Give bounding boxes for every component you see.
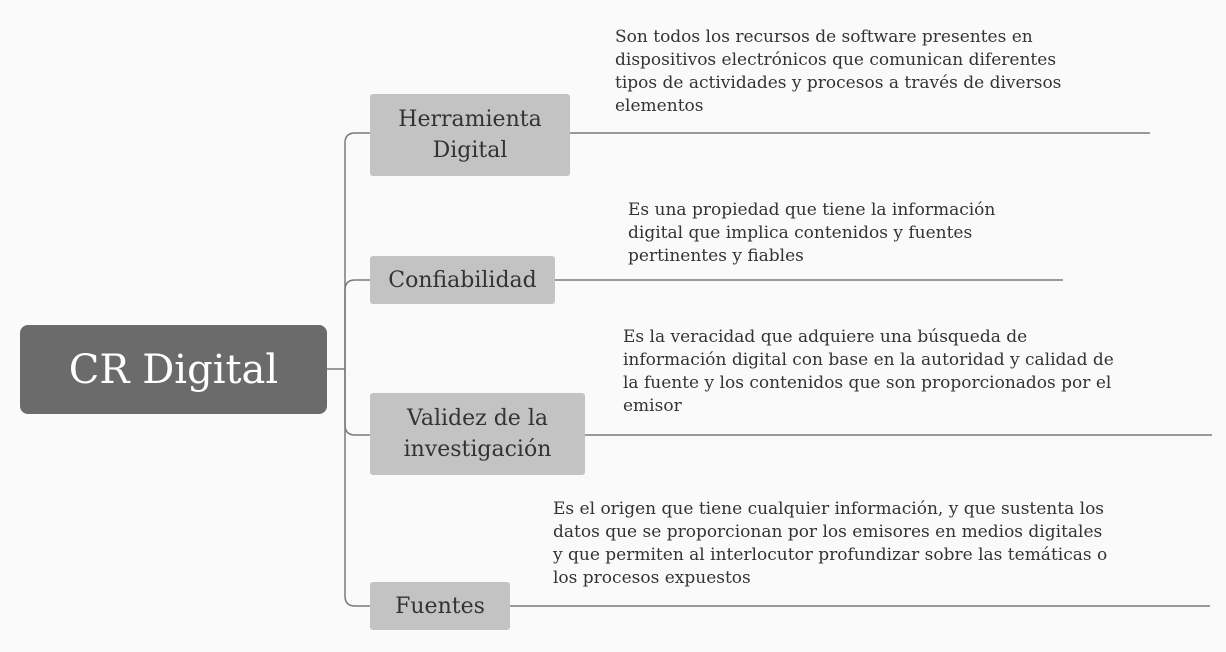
topic-herramienta-digital: Herramienta Digital (370, 94, 570, 176)
description-fuentes: Es el origen que tiene cualquier información, y que sustenta los datos que se proporcionan por los emisores en medios digitales y que permiten al interlocutor profundizar sobre las temáticas o los procesos expuestos (553, 499, 1108, 588)
topic-confiabilidad: Confiabilidad (370, 256, 555, 304)
topic-fuentes: Fuentes (370, 582, 510, 630)
topic-validez-investigacion: Validez de la investigación (370, 393, 585, 475)
root-node: CR Digital (20, 325, 327, 414)
description-herramienta-digital: Son todos los recursos de software presentes en dispositivos electrónicos que comunican diferentes tipos de actividades y procesos a través de diversos elementos (615, 27, 1062, 116)
description-confiabilidad: Es una propiedad que tiene la información digital que implica contenidos y fuentes pertinentes y fiables (628, 200, 996, 266)
description-validez-investigacion: Es la veracidad que adquiere una búsqueda de información digital con base en la autoridad y calidad de la fuente y los contenidos que son proporcionados por el emisor (623, 327, 1114, 416)
branch-connector-validez (345, 369, 370, 435)
branch-connector-herramienta (345, 133, 370, 369)
branch-connector-confiabilidad (345, 280, 370, 369)
branch-connector-fuentes (345, 369, 370, 606)
